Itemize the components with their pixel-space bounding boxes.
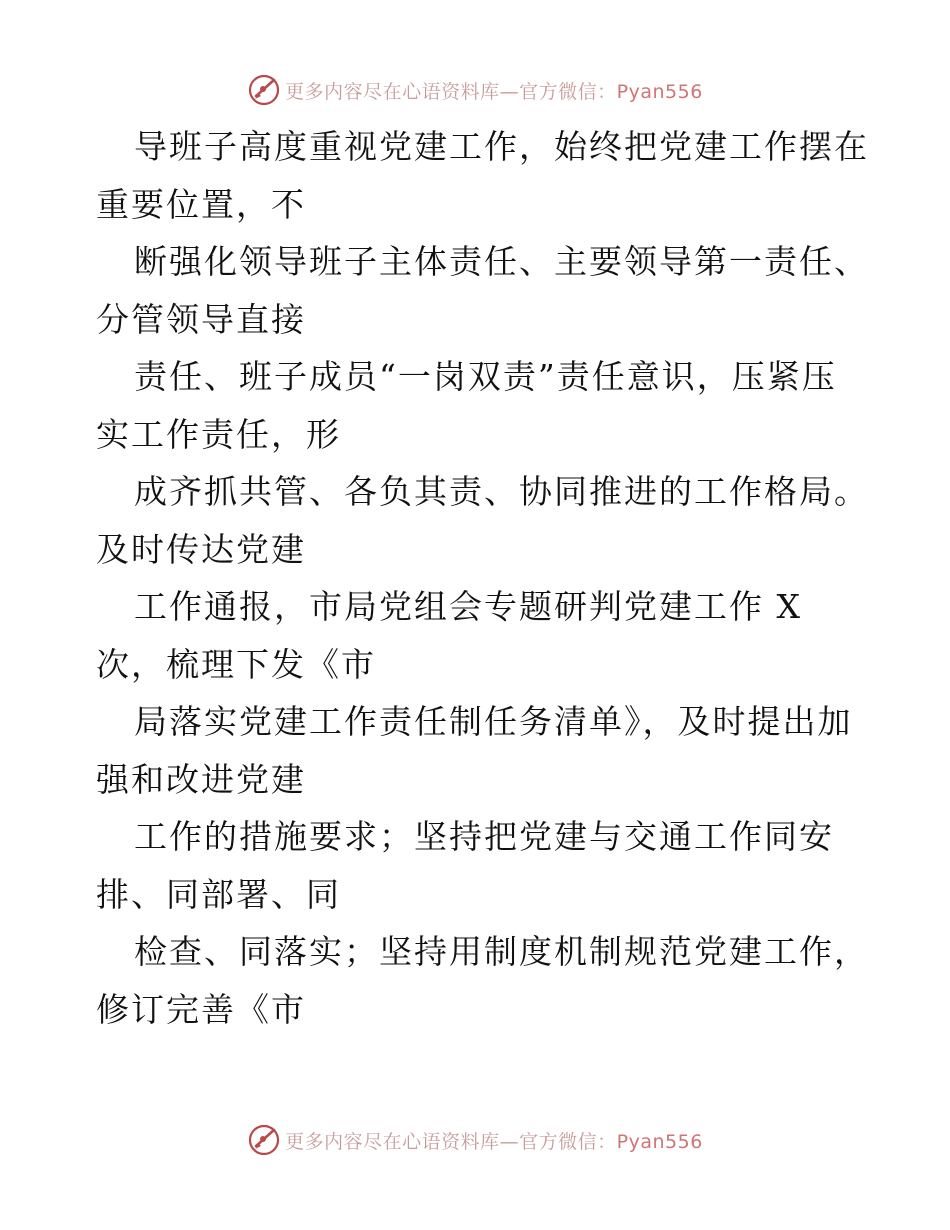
document-body [96,118,869,1038]
pen-logo-icon [247,73,281,107]
text-line: 重要位置，不 [96,184,306,224]
text-line: 责任、班子成员“一岗双责”责任意识，压紧压 [134,357,837,396]
pen-logo-icon [247,1123,281,1157]
text-line: 工作的措施要求；坚持把党建与交通工作同安 [134,817,834,856]
text-line: 断强化领导班子主体责任、主要领导第一责任、 [134,242,869,281]
text-line: 成齐抓共管、各负其责、协同推进的工作格局。 [134,472,869,511]
text-line: 次，梳理下发《市 [96,644,376,684]
text-line: 局落实党建工作责任制任务清单》，及时提出加 [134,702,853,741]
text-line: 及时传达党建 [96,529,306,569]
header-watermark [0,70,950,110]
watermark-text: 更多内容尽在心语资料库—官方微信： [285,1130,617,1153]
text-line: 导班子高度重视党建工作，始终把党建工作摆在 [134,127,869,166]
watermark-account: Pyan556 [616,80,703,103]
text-line: 排、同部署、同 [96,874,341,914]
watermark-account: Pyan556 [616,1130,703,1153]
text-line: 工作通报，市局党组会专题研判党建工作 X [134,587,802,626]
text-line: 强和改进党建 [96,759,306,799]
text-line: 检查、同落实；坚持用制度机制规范党建工作， [134,932,869,971]
text-line: 修订完善《市 [96,989,306,1029]
text-line: 实工作责任，形 [96,414,341,454]
text-line: 分管领导直接 [96,299,306,339]
footer-watermark [0,1120,950,1160]
watermark-text: 更多内容尽在心语资料库—官方微信： [285,80,617,103]
